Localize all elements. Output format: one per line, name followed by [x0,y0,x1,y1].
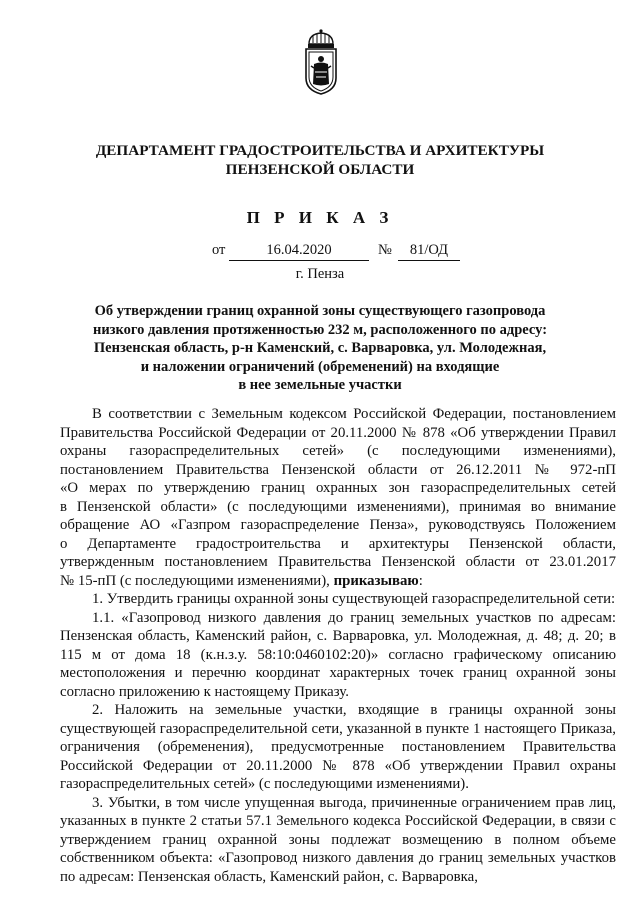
preamble-line: в Пензенской области» (с последующими изменениями), принимая во внимание [60,498,616,515]
document-type-title: П Р И К А З [246,208,394,227]
preamble-line: охраны газораспределительных сетей» (с последующими изменениями), [60,443,616,459]
preamble-last-line [60,572,616,591]
subject-line: и наложении ограничений (обременений) на входящие [140,358,500,375]
order-word: приказываю [333,572,419,589]
number-prefix: № [378,242,392,258]
preamble-paragraph [60,405,616,590]
preamble-line: утвержденным постановлением Правительства Пензенской области от 23.01.2017 [60,554,616,570]
preamble-line: о Департаменте градостроительства и архитектуры Пензенской области, [60,535,616,552]
preamble-line: Правительства Российской Федерации от 20.11.2000 № 878 «Об утверждении Правил [60,424,616,441]
organization-name-line1: ДЕПАРТАМЕНТ ГРАДОСТРОИТЕЛЬСТВА И АРХИТЕКТУРЫ [95,142,545,159]
date-prefix: от [212,242,226,258]
subject-line: низкого давления протяженностью 232 м, расположенного по адресу: [92,321,548,338]
preamble-line: В соответствии с Земельным кодексом Российской Федерации, постановлением [92,406,616,422]
subject-line: в нее земельные участки [238,377,402,394]
document-body [60,405,616,886]
preamble-line: обращение АО «Газпром газораспределение Пенза», руководствуясь Положением [60,517,616,533]
item-2: 2. Наложить на земельные участки, входящие в границы охранной зоны существующей газораспределительной сети, указанной в пункте 1 настоящего Приказа, ограничения (обременения), предусмотренные постановлением Правительства Российской Федерации от 20.11.2000 № 878 «Об утверждении Правил охраны газораспределительных сетей» (с последующими изменениями). [60,702,616,792]
item-1: 1. Утвердить границы охранной зоны существующей газораспределительной сети: [92,591,616,607]
item-1-1: 1.1. «Газопровод низкого давления до границ земельных участков по адресам: Пензенская область, Каменский район, с. Варваровка, ул. Молодежная, д. 48; д. 20; в 115 м от дома 18 (к.н.з.у. 58:10:0460102:20)» согласно графическому описанию местоположения и перечню координат характерных точек границ охранной зоны согласно приложению к настоящему Приказу. [60,609,616,700]
subject-line: Пензенская область, р-н Каменский, с. Варваровка, ул. Молодежная, [93,340,547,357]
order-colon: : [418,572,423,589]
coat-of-arms-emblem [297,28,345,96]
order-date: 16.04.2020 [229,242,369,261]
order-number: 81/ОД [398,242,460,261]
preamble-line: № 15-пП (с последующими изменениями), [60,572,330,589]
item-3: 3. Убытки, в том числе упущенная выгода, причиненные ограничением прав лиц, указанных в пункте 2 статьи 57.1 Земельного кодекса Российской Федерации, в связи с утверждением границ охранной зоны подлежат возмещению в полном объеме собственником объекта: «Газопровод низкого давления до границ земельных участков по адресам: Пензенская область, Каменский район, с. Варваровка, [60,794,616,885]
order-subject [92,302,548,395]
preamble-line: «О мерах по утверждению границ охранных зон газораспределительных сетей [60,480,616,496]
subject-line: Об утверждении границ охранной зоны существующего газопровода [94,303,546,319]
preamble-line: постановлением Правительства Пензенской области от 26.12.2011 № 972-пП [60,461,616,478]
order-meta [0,242,640,262]
city: г. Пенза [295,266,345,282]
organization-name-line2: ПЕНЗЕНСКОЙ ОБЛАСТИ [225,161,415,178]
